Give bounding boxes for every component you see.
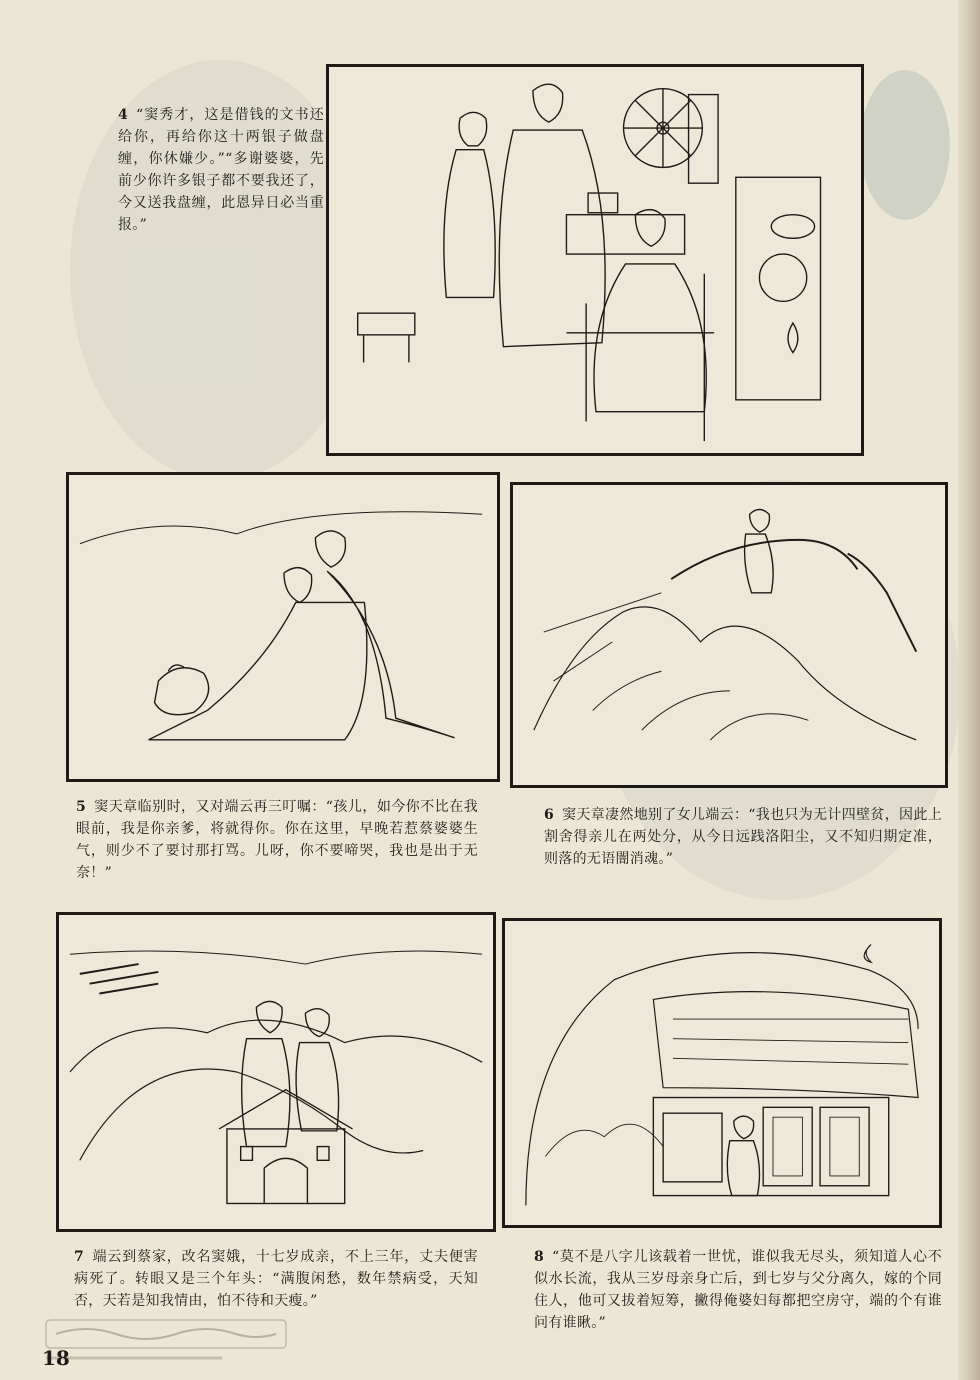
caption-8-number: 8 bbox=[534, 1249, 545, 1265]
page-number: 18 bbox=[42, 1346, 70, 1370]
caption-4 bbox=[118, 104, 324, 236]
caption-6-text: 窦天章凄然地别了女儿端云：“我也只为无计四壁贫，因此上割舍得亲儿在两处分，从今日远践洛阳尘，又不知归期定准，则落的无语闇消魂。” bbox=[544, 807, 942, 867]
background-stamp bbox=[860, 70, 950, 220]
panel-8-illustration bbox=[502, 918, 942, 1228]
caption-5 bbox=[76, 796, 478, 884]
watermark-logo bbox=[42, 1310, 302, 1368]
caption-8-text: “莫不是八字儿该载着一世忧，谁似我无尽头，须知道人心不似水长流，我从三岁母亲身亡后，到七岁与父分离久，嫁的个同住人，他可又拔着短筹，撇得俺婆妇每都把空房守，端的个有谁问有谁瞅。” bbox=[534, 1249, 942, 1331]
caption-7-text: 端云到蔡家，改名窦娥，十七岁成亲，不上三年，丈夫便害病死了。转眼又是三个年头：“满腹闲愁，数年禁病受，天知否，天若是知我情由，怕不待和天瘦。” bbox=[74, 1249, 478, 1309]
caption-6 bbox=[544, 804, 942, 870]
caption-4-number: 4 bbox=[118, 107, 129, 123]
panel-5-drawing bbox=[69, 475, 497, 779]
panel-6-drawing bbox=[513, 485, 945, 785]
panel-4-illustration bbox=[326, 64, 864, 456]
caption-8 bbox=[534, 1246, 942, 1334]
panel-5-illustration bbox=[66, 472, 500, 782]
panel-8-drawing bbox=[505, 921, 939, 1225]
panel-6-illustration bbox=[510, 482, 948, 788]
page-spine bbox=[958, 0, 980, 1380]
panel-4-drawing bbox=[329, 67, 861, 453]
caption-4-text: “窦秀才，这是借钱的文书还给你，再给你这十两银子做盘缠，你休嫌少。”“多谢婆婆，先前少你许多银子都不要我还了，今又送我盘缠，此恩异日必当重报。” bbox=[118, 107, 324, 233]
caption-5-number: 5 bbox=[76, 799, 87, 815]
panel-7-drawing bbox=[59, 915, 493, 1229]
caption-5-text: 窦天章临别时，又对端云再三叮嘱：“孩儿，如今你不比在我眼前，我是你亲爹，将就得你。你在这里，早晚若惹蔡婆婆生气，则少不了要讨那打骂。儿呀，你不要啼哭，我也是出于无奈！” bbox=[76, 799, 478, 881]
panel-7-illustration bbox=[56, 912, 496, 1232]
caption-7 bbox=[74, 1246, 478, 1312]
caption-7-number: 7 bbox=[74, 1249, 85, 1265]
caption-6-number: 6 bbox=[544, 807, 555, 823]
